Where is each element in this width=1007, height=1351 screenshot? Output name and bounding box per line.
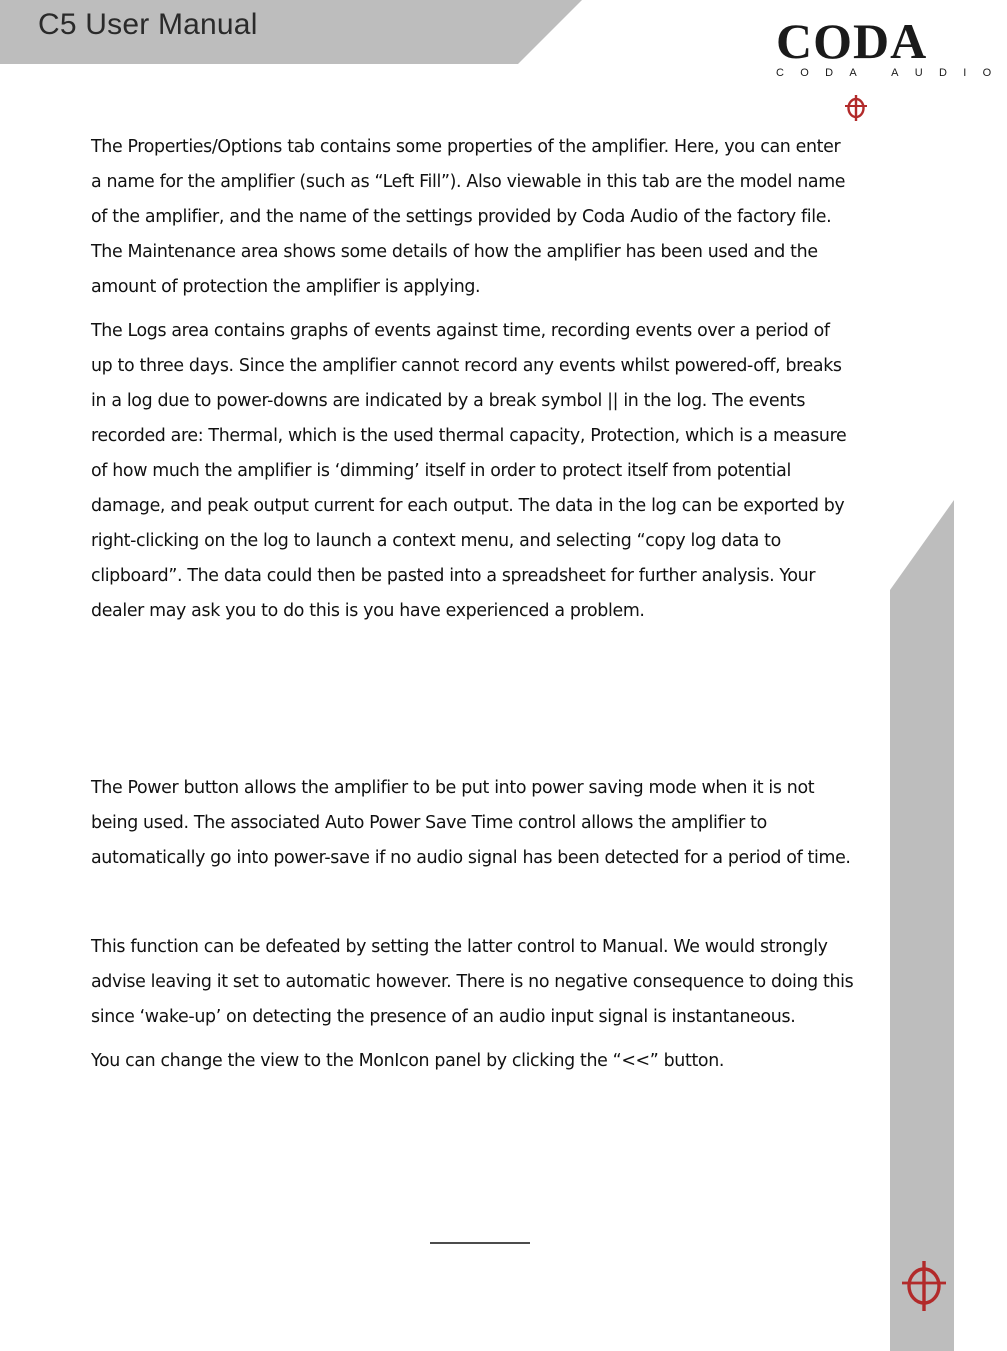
footer-divider	[200, 1236, 760, 1250]
paragraph-properties	[91, 130, 871, 305]
text-line: a name for the amplifier (such as “Left Fill”). Also viewable in this tab are the model name	[91, 172, 846, 192]
text-line: right-clicking on the log to launch a context menu, and selecting “copy log data to	[91, 531, 781, 551]
text-line: You can change the view to the MonIcon panel by clicking the “<<” button.	[91, 1051, 725, 1071]
text-line: This function can be defeated by setting the latter control to Manual. We would strongly	[91, 937, 828, 957]
text-line: advise leaving it set to automatic however. There is no negative consequence to doing this	[91, 972, 854, 992]
text-line: The Maintenance area shows some details of how the amplifier has been used and the	[91, 242, 818, 262]
side-band	[890, 500, 954, 1351]
text-line: damage, and peak output current for each output. The data in the log can be exported by	[91, 496, 845, 516]
text-line: up to three days. Since the amplifier cannot record any events whilst powered-off, breaks	[91, 356, 842, 376]
text-line: dealer may ask you to do this is you have experienced a problem.	[91, 601, 645, 621]
paragraph-function	[91, 930, 871, 1035]
brand-logo	[776, 13, 1007, 79]
text-line: The Power button allows the amplifier to be put into power saving mode when it is not	[91, 778, 815, 798]
coda-emblem-icon	[843, 94, 869, 122]
paragraph-power	[91, 771, 871, 876]
paragraph-view	[91, 1044, 871, 1079]
text-line: in a log due to power-downs are indicated by a break symbol || in the log. The events	[91, 391, 806, 411]
text-line: clipboard”. The data could then be pasted into a spreadsheet for further analysis. Your	[91, 566, 816, 586]
text-line: amount of protection the amplifier is applying.	[91, 277, 481, 297]
text-line: recorded are: Thermal, which is the used thermal capacity, Protection, which is a measure	[91, 426, 847, 446]
text-line: of how much the amplifier is ‘dimming’ itself in order to protect itself from potential	[91, 461, 791, 481]
logo-wordmark: CODA	[776, 13, 928, 69]
logo-subtitle: CODA AUDIO	[776, 67, 1007, 79]
paragraph-logs	[91, 314, 871, 629]
page-title: C5 User Manual	[38, 8, 258, 41]
text-line: of the amplifier, and the name of the settings provided by Coda Audio of the factory file.	[91, 207, 832, 227]
text-line: since ‘wake-up’ on detecting the presence of an audio input signal is instantaneous.	[91, 1007, 796, 1027]
coda-emblem-footer-icon	[898, 1258, 950, 1314]
text-line: The Logs area contains graphs of events against time, recording events over a period of	[91, 321, 830, 341]
text-line: automatically go into power-save if no audio signal has been detected for a period of time.	[91, 848, 851, 868]
main-content	[91, 130, 871, 1079]
text-line: The Properties/Options tab contains some properties of the amplifier. Here, you can enter	[91, 137, 841, 157]
text-line: being used. The associated Auto Power Save Time control allows the amplifier to	[91, 813, 767, 833]
